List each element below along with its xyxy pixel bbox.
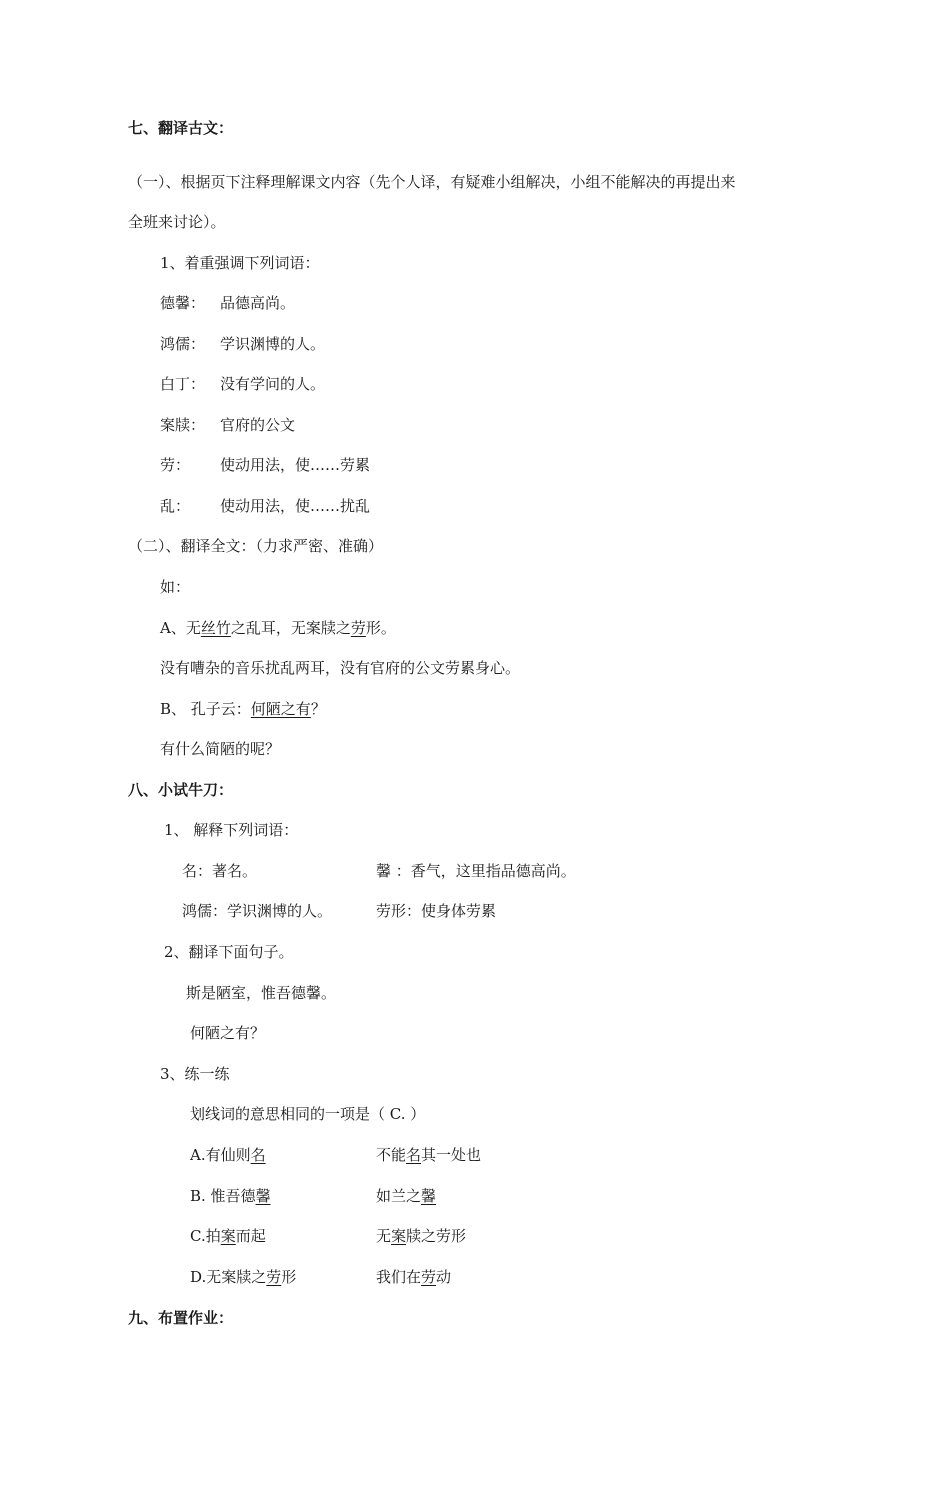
term-word: 鸿儒：	[160, 335, 206, 353]
option-underlined: 案	[391, 1227, 407, 1245]
option-underlined: 馨	[421, 1187, 437, 1205]
option-text: 不能	[376, 1146, 407, 1164]
option-text: 而起	[235, 1227, 266, 1245]
section-8-title: 八、小试牛刀：	[128, 781, 234, 799]
option-text: B. 惟吾德	[190, 1187, 256, 1205]
term-row	[160, 455, 370, 475]
option-a-left	[190, 1145, 266, 1165]
vocab-left: 鸿儒：学识渊博的人。	[182, 902, 333, 920]
exercise-question: 划线词的意思相同的一项是（ C. ）	[190, 1105, 426, 1123]
term-row	[160, 374, 325, 394]
option-d-right	[376, 1267, 451, 1287]
part1-item1: 1、着重强调下列词语：	[160, 254, 320, 272]
option-underlined: 案	[220, 1227, 236, 1245]
translate-sentence-2: 何陋之有？	[190, 1024, 266, 1042]
option-text: 牍之劳形	[406, 1227, 467, 1245]
example-a-underlined: 劳	[350, 619, 366, 637]
option-underlined: 劳	[421, 1268, 437, 1286]
option-b-right	[376, 1186, 436, 1206]
option-underlined: 劳	[266, 1268, 282, 1286]
vocab-right: 馨 ：香气，这里指品德高尚。	[376, 862, 576, 880]
example-b-underlined: 何陋之有	[250, 700, 311, 718]
term-row	[160, 496, 370, 516]
example-b-text: ？	[310, 700, 326, 718]
term-word: 案牍：	[160, 416, 206, 434]
option-text: A.有仙则	[190, 1146, 251, 1164]
term-row	[160, 334, 325, 354]
section8-item3: 3、练一练	[160, 1065, 230, 1083]
option-c-left	[190, 1226, 266, 1246]
example-b	[160, 699, 326, 719]
part2-title: （二）、翻译全文：（力求严密、准确）	[128, 537, 384, 555]
option-d-left	[190, 1267, 296, 1287]
term-meaning: 官府的公文	[220, 416, 296, 434]
section8-item2: 2、翻译下面句子。	[164, 943, 294, 961]
option-underlined: 名	[250, 1146, 266, 1164]
term-meaning: 学识渊博的人。	[220, 335, 326, 353]
example-a-text: 之乱耳，无案牍之	[230, 619, 351, 637]
section-9-title: 九、布置作业：	[128, 1309, 234, 1327]
option-text: 如兰之	[376, 1187, 422, 1205]
section8-item1: 1、 解释下列词语：	[164, 821, 299, 839]
part1-intro-line2: 全班来讨论）。	[128, 213, 226, 231]
example-b-text: B、 孔子云：	[160, 700, 251, 718]
option-c-right	[376, 1226, 466, 1246]
term-row	[160, 415, 295, 435]
term-row	[160, 293, 295, 313]
term-meaning: 使动用法，使……扰乱	[220, 497, 371, 515]
part1-intro-line1: （一）、根据页下注释理解课文内容（先个人译，有疑难小组解决，小组不能解决的再提出来	[128, 173, 736, 191]
example-a-text: 形。	[365, 619, 396, 637]
term-meaning: 品德高尚。	[220, 294, 296, 312]
term-meaning: 使动用法，使……劳累	[220, 456, 371, 474]
option-a-right	[376, 1145, 481, 1165]
option-text: D.无案牍之	[190, 1268, 267, 1286]
vocab-left: 名：著名。	[182, 862, 258, 880]
option-underlined: 馨	[255, 1187, 271, 1205]
term-meaning: 没有学问的人。	[220, 375, 326, 393]
term-word: 白丁：	[160, 375, 206, 393]
term-word: 乱：	[160, 497, 191, 515]
option-text: 形	[281, 1268, 297, 1286]
term-word: 德馨：	[160, 294, 206, 312]
option-b-left	[190, 1186, 271, 1206]
term-word: 劳：	[160, 456, 191, 474]
option-text: 无	[376, 1227, 392, 1245]
option-text: C.拍	[190, 1227, 221, 1245]
option-text: 我们在	[376, 1268, 422, 1286]
option-text: 动	[436, 1268, 452, 1286]
example-a-text: A、无	[160, 619, 201, 637]
example-a	[160, 618, 396, 638]
example-b-translation: 有什么简陋的呢？	[160, 740, 281, 758]
example-label: 如：	[160, 578, 191, 596]
section-7-title: 七、翻译古文：	[128, 119, 234, 137]
example-a-translation: 没有嘈杂的音乐扰乱两耳，没有官府的公文劳累身心。	[160, 659, 521, 677]
vocab-right: 劳形：使身体劳累	[376, 902, 497, 920]
translate-sentence-1: 斯是陋室，惟吾德馨。	[186, 984, 337, 1002]
option-text: 其一处也	[421, 1146, 482, 1164]
option-underlined: 名	[406, 1146, 422, 1164]
example-a-underlined: 丝竹	[200, 619, 231, 637]
